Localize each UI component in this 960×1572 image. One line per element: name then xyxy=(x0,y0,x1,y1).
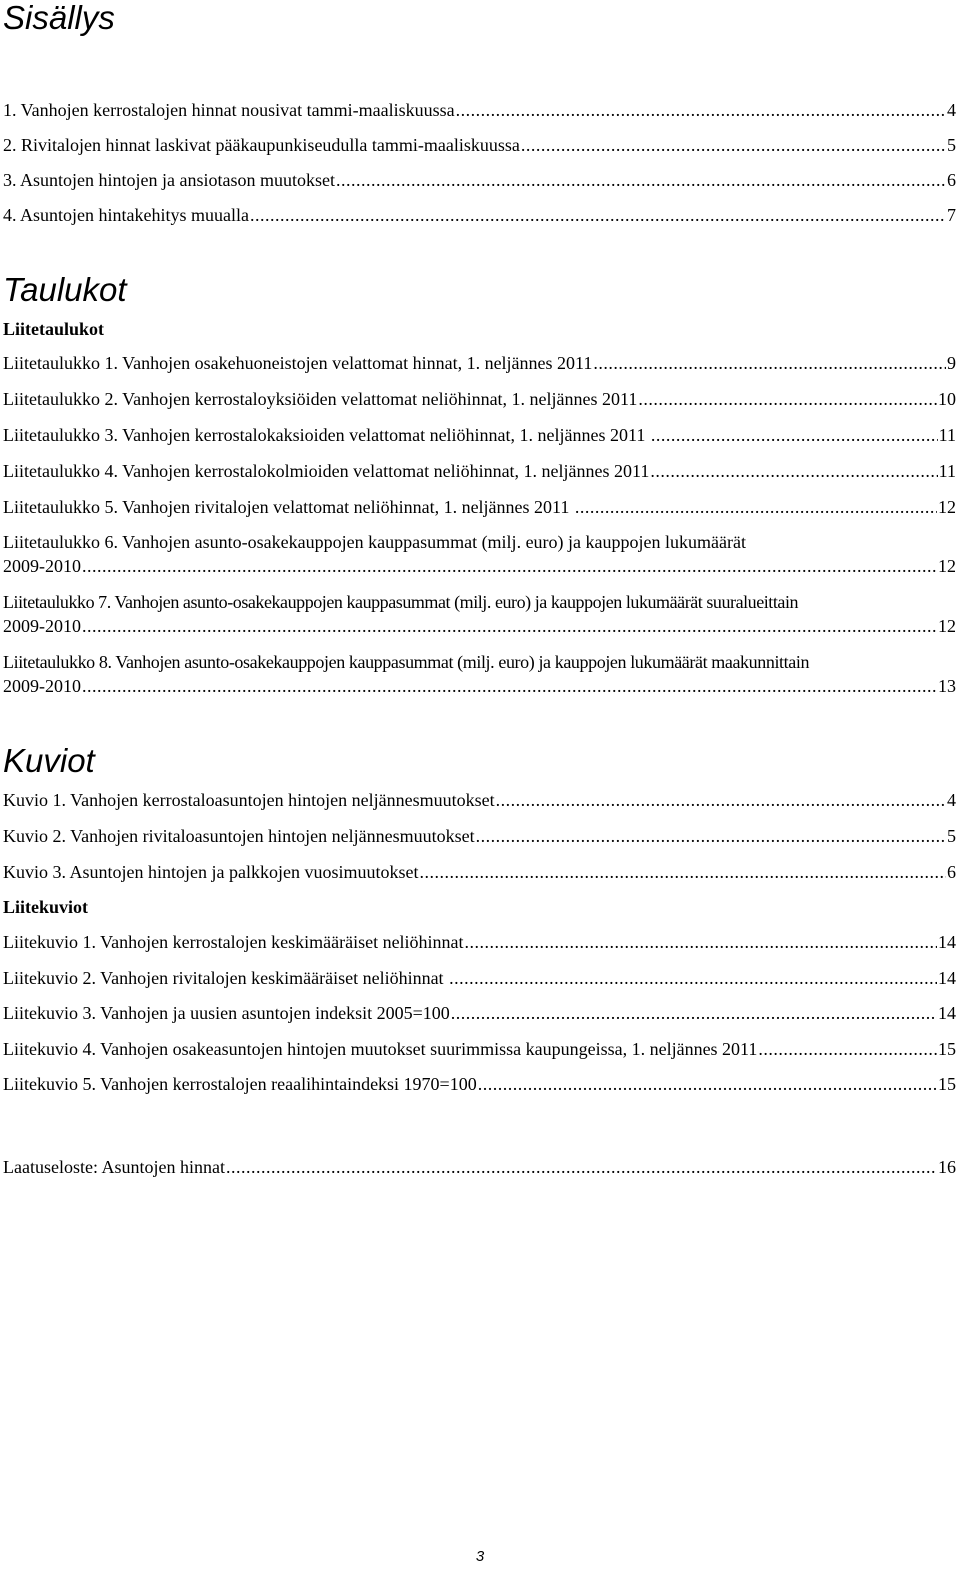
leader-dots xyxy=(456,98,946,122)
toc-entry-kuvio-1[interactable] xyxy=(3,788,956,812)
leader-dots xyxy=(250,203,946,227)
leader-dots xyxy=(419,860,946,884)
toc-entry-title: 1. Vanhojen kerrostalojen hinnat nousivat tammi-maaliskuussa xyxy=(3,100,455,120)
toc-entry-liitetaulukko-4[interactable] xyxy=(3,459,956,483)
toc-entry-liitetaulukko-5[interactable] xyxy=(3,495,956,519)
toc-entry-liitetaulukko-7[interactable] xyxy=(3,590,956,638)
leader-dots xyxy=(496,788,946,812)
toc-entry-liitekuvio-4[interactable] xyxy=(3,1037,956,1061)
toc-page-number: 14 xyxy=(938,968,956,988)
toc-page-number: 14 xyxy=(938,932,956,952)
toc-entry-title-line1: Liitetaulukko 8. Vanhojen asunto-osakekauppojen kauppasummat (milj. euro) ja kauppojen lukumäärät maakunnittain xyxy=(3,652,810,672)
toc-entry-liitetaulukko-6[interactable] xyxy=(3,530,956,578)
toc-entry-title: 2. Rivitalojen hinnat laskivat pääkaupunkiseudulla tammi-maaliskuussa xyxy=(3,135,520,155)
toc-page-number: 9 xyxy=(947,353,956,373)
leader-dots xyxy=(449,966,937,990)
toc-entry-liitetaulukko-1[interactable] xyxy=(3,351,956,375)
leader-dots xyxy=(521,133,946,157)
leader-dots xyxy=(638,387,937,411)
toc-page-number: 14 xyxy=(938,1003,956,1023)
leader-dots xyxy=(478,1072,937,1096)
toc-entry-title: Liitekuvio 4. Vanhojen osakeasuntojen hintojen muutokset suurimmissa kaupungeissa, 1. neljännes 2011 xyxy=(3,1039,758,1059)
toc-page-number: 15 xyxy=(938,1039,956,1059)
toc-page-number: 4 xyxy=(947,100,956,120)
toc-entry-1[interactable] xyxy=(3,98,956,122)
leader-dots xyxy=(650,459,937,483)
toc-entry-liitekuvio-5[interactable] xyxy=(3,1072,956,1096)
toc-entry-title: Liitekuvio 5. Vanhojen kerrostalojen reaalihintaindeksi 1970=100 xyxy=(3,1074,477,1094)
leader-dots xyxy=(82,554,937,578)
toc-page-number: 12 xyxy=(938,616,956,636)
toc-page-number: 15 xyxy=(938,1074,956,1094)
toc-entry-title: 4. Asuntojen hintakehitys muualla xyxy=(3,205,249,225)
heading-taulukot: Taulukot xyxy=(3,271,127,308)
toc-page-number: 6 xyxy=(947,170,956,190)
toc-entry-title: Liitetaulukko 3. Vanhojen kerrostalokaksioiden velattomat neliöhinnat, 1. neljännes 2011 xyxy=(3,425,650,445)
leader-dots xyxy=(82,674,937,698)
toc-page-number: 11 xyxy=(938,425,956,445)
toc-entry-title: Kuvio 2. Vanhojen rivitaloasuntojen hintojen neljännesmuutokset xyxy=(3,826,475,846)
toc-entry-title-line1: Liitetaulukko 6. Vanhojen asunto-osakekauppojen kauppasummat (milj. euro) ja kauppojen lukumäärät xyxy=(3,532,746,552)
toc-page-number: 13 xyxy=(938,676,956,696)
toc-page-number: 7 xyxy=(947,205,956,225)
toc-entry-title: Liitetaulukko 1. Vanhojen osakehuoneistojen velattomat hinnat, 1. neljännes 2011 xyxy=(3,353,593,373)
leader-dots xyxy=(465,930,937,954)
subheading-liitetaulukot: Liitetaulukot xyxy=(3,319,105,339)
toc-entry-4[interactable] xyxy=(3,203,956,227)
toc-entry-title: Liitekuvio 1. Vanhojen kerrostalojen keskimääräiset neliöhinnat xyxy=(3,932,464,952)
toc-page-number: 10 xyxy=(938,389,956,409)
page-number: 3 xyxy=(475,1548,485,1565)
toc-entry-laatuseloste[interactable] xyxy=(3,1155,956,1179)
toc-entry-liitekuvio-2[interactable] xyxy=(3,966,956,990)
toc-entry-title: Kuvio 1. Vanhojen kerrostaloasuntojen hintojen neljännesmuutokset xyxy=(3,790,495,810)
toc-page-number: 5 xyxy=(947,135,956,155)
toc-entry-kuvio-2[interactable] xyxy=(3,824,956,848)
leader-dots xyxy=(575,495,937,519)
toc-page-number: 12 xyxy=(938,497,956,517)
toc-entry-title: 3. Asuntojen hintojen ja ansiotason muutokset xyxy=(3,170,335,190)
leader-dots xyxy=(226,1155,937,1179)
leader-dots xyxy=(593,351,946,375)
heading-kuviot: Kuviot xyxy=(3,742,95,779)
toc-entry-2[interactable] xyxy=(3,133,956,157)
toc-entry-kuvio-3[interactable] xyxy=(3,860,956,884)
toc-entry-title: Liitetaulukko 2. Vanhojen kerrostaloyksiöiden velattomat neliöhinnat, 1. neljännes 2011 xyxy=(3,389,638,409)
toc-page-number: 6 xyxy=(947,862,956,882)
leader-dots xyxy=(451,1001,937,1025)
toc-page-number: 4 xyxy=(947,790,956,810)
toc-entry-title: 2009-2010 xyxy=(3,556,81,576)
heading-sisallys: Sisällys xyxy=(3,0,115,36)
leader-dots xyxy=(476,824,946,848)
toc-entry-title: 2009-2010 xyxy=(3,616,81,636)
toc-page-number: 5 xyxy=(947,826,956,846)
toc-entry-title: Liitekuvio 3. Vanhojen ja uusien asuntojen indeksit 2005=100 xyxy=(3,1003,450,1023)
toc-entry-liitetaulukko-2[interactable] xyxy=(3,387,956,411)
toc-page-number: 11 xyxy=(938,461,956,481)
toc-entry-liitekuvio-3[interactable] xyxy=(3,1001,956,1025)
toc-entry-3[interactable] xyxy=(3,168,956,192)
toc-page-number: 12 xyxy=(938,556,956,576)
leader-dots xyxy=(758,1037,937,1061)
leader-dots xyxy=(651,423,938,447)
toc-entry-title-line1: Liitetaulukko 7. Vanhojen asunto-osakekauppojen kauppasummat (milj. euro) ja kauppojen lukumäärät suuralueittain xyxy=(3,592,799,612)
toc-entry-title: 2009-2010 xyxy=(3,676,81,696)
leader-dots xyxy=(336,168,946,192)
toc-entry-title: Liitetaulukko 5. Vanhojen rivitalojen velattomat neliöhinnat, 1. neljännes 2011 xyxy=(3,497,574,517)
toc-entry-liitekuvio-1[interactable] xyxy=(3,930,956,954)
subheading-liitekuviot: Liitekuviot xyxy=(3,897,89,917)
toc-page-number: 16 xyxy=(938,1157,956,1177)
toc-entry-title: Liitetaulukko 4. Vanhojen kerrostalokolmioiden velattomat neliöhinnat, 1. neljännes 2011 xyxy=(3,461,650,481)
toc-entry-title: Liitekuvio 2. Vanhojen rivitalojen keskimääräiset neliöhinnat xyxy=(3,968,449,988)
toc-entry-title: Kuvio 3. Asuntojen hintojen ja palkkojen vuosimuutokset xyxy=(3,862,419,882)
toc-entry-title: Laatuseloste: Asuntojen hinnat xyxy=(3,1157,225,1177)
toc-entry-liitetaulukko-8[interactable] xyxy=(3,650,956,698)
leader-dots xyxy=(82,614,937,638)
toc-entry-liitetaulukko-3[interactable] xyxy=(3,423,956,447)
